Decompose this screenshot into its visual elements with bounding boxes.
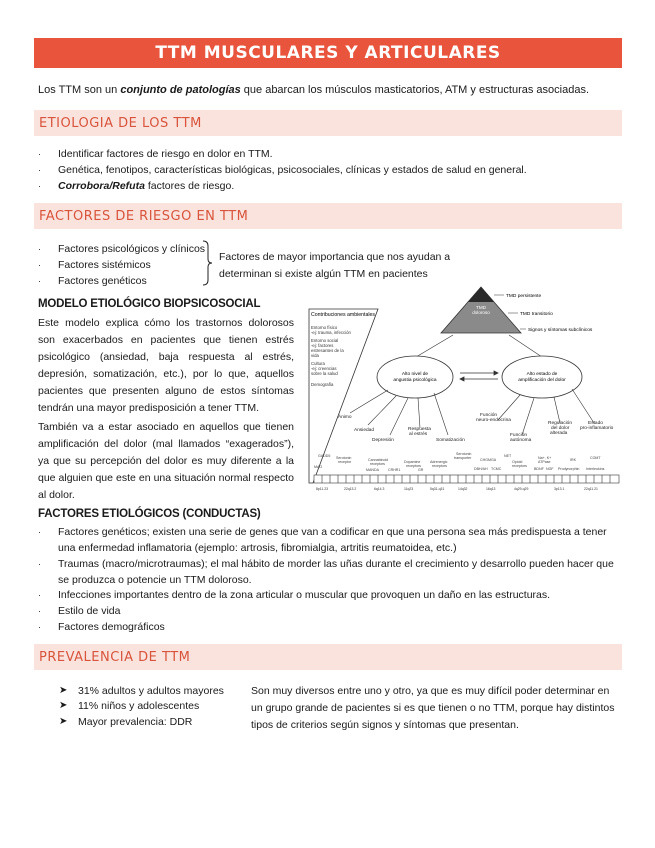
gene-label: receptor (338, 460, 352, 464)
bullet-icon: · (38, 149, 41, 159)
oval-pain-amplification (502, 356, 582, 398)
node-label: Depresión (372, 438, 394, 443)
wedge-line: Cultura (311, 361, 325, 366)
bullet-icon: · (38, 165, 41, 175)
node-label: pro-inflamatorio (580, 426, 614, 431)
wedge-line: sobre la salud (311, 371, 338, 376)
list-item: · Traumas (macro/microtraumas); el mal hábito de morder las uñas durante el crecimiento y desarrollo pueden hacer que se produzca o potencie un TTM doloroso. (38, 558, 614, 586)
gene-label: Cannabinoid (368, 458, 389, 462)
list-item: · Identificar factores de riesgo en dolor en TTM. (38, 148, 273, 160)
pyramid-top (468, 287, 494, 302)
locus-label: 4q29-q29 (514, 487, 529, 491)
locus-label: 8p11.23 (316, 487, 329, 491)
gene-label: TCMC (491, 467, 502, 471)
section-prevalencia-heading: PREVALENCIA DE TTM (34, 644, 622, 670)
list-item: · Corrobora/Refuta factores de riesgo. (38, 180, 235, 192)
modelo-paragraph-1: Este modelo explica cómo los trastornos dolorosos son exacerbados en pacientes que tienen estrés psicológico (ansiedad, baja respuesta al estrés, depresión, somatización, etc.), por lo que, aquellos pacientes que presenten alguno de estos síntomas tendrán una mayor predisposición a tener TTM. (38, 317, 294, 414)
bullet-icon: · (38, 181, 41, 191)
gene-label: Na+, K+ (538, 456, 552, 460)
modelo-heading: MODELO ETIOLÓGICO BIOPSICOSOCIAL (38, 298, 261, 310)
bullet-icon: · (38, 606, 41, 616)
locus-label: 16q13 (486, 487, 496, 491)
bullet-icon: · (38, 244, 41, 254)
list-item: · Infecciones importantes dentro de la zona articular o muscular que provoquen un daño en las estructuras. (38, 589, 551, 601)
gene-label: Opioid (512, 460, 523, 464)
list-item: · Factores sistémicos (38, 259, 151, 271)
wedge-line: -ej: factores (311, 343, 334, 348)
pyramid-level-label: TMD transitorio (520, 312, 553, 317)
node-label: alterada (550, 431, 568, 436)
node-label: Estado (588, 421, 603, 426)
oval-label: Alto nivel de (401, 372, 429, 377)
gene-label: Adrenergic (430, 460, 448, 464)
locus-label: 22q13.2 (344, 487, 357, 491)
gene-label: DBH/AH (474, 467, 488, 471)
gene-label: Interleukins (586, 467, 605, 471)
gene-label: Serotonin (456, 452, 472, 456)
double-arrow-icon (460, 371, 498, 381)
section-etiologia-heading: ETIOLOGIA DE LOS TTM (34, 110, 622, 136)
wedge-line: -ej: creencias (311, 366, 337, 371)
wedge-line: Entorno social (311, 338, 339, 343)
gene-label: GR (418, 468, 424, 472)
node-label: Función (480, 413, 498, 418)
bullet-icon: · (38, 527, 41, 537)
node-label: del dolor (551, 426, 570, 431)
list-item: · Estilo de vida (38, 605, 121, 617)
gene-label: Dopamine (404, 460, 421, 464)
section-riesgo-heading: FACTORES DE RIESGO EN TTM (34, 203, 622, 229)
list-item: · Factores genéticos (38, 275, 147, 287)
oval-psychological (377, 356, 453, 398)
node-label: Regulación (548, 421, 573, 426)
wedge-line: Entorno físico (311, 325, 338, 330)
bullet-icon: · (38, 260, 41, 270)
conductas-heading: FACTORES ETIOLÓGICOS (CONDUCTAS) (38, 508, 261, 520)
gene-label: transporter (454, 456, 472, 460)
node-label: Somatización (436, 438, 465, 443)
modelo-paragraph-2: También va a estar asociado en aquellos que tienen amplificación del dolor (mal llamados “exagerados”), ya que su percepción del dolor es muy diferente a la que alguien que este en una situación normal respecto al dolor. (38, 421, 294, 501)
oval-label: amplificación del dolor (518, 378, 566, 383)
chromosome-strip (314, 475, 619, 483)
gene-label: IRK (570, 458, 576, 462)
gene-label: Prodynorphin (558, 467, 580, 471)
gene-label: Serotonin (336, 456, 352, 460)
wedge-line: estresantes de la (311, 348, 344, 353)
gene-label: ATPase (538, 460, 551, 464)
gene-label: receptors (406, 464, 421, 468)
gene-label: receptors (512, 464, 527, 468)
pyramid-level-label: Signos y síntomas subclínicos (528, 328, 593, 333)
gene-label: BDNF (534, 467, 544, 471)
pyramid-top-label: doloroso (472, 310, 490, 315)
node-label: al estrés (409, 432, 428, 437)
locus-label: 5q31-q31 (430, 487, 445, 491)
node-label: Respuesta (408, 427, 431, 432)
gene-label: COMT (590, 456, 601, 460)
gene-label: MAO (314, 465, 323, 469)
gene-label: CRHR1 (388, 468, 401, 472)
wedge-line: -ej: trauma, infección (311, 330, 351, 335)
gene-label: MANDA (366, 468, 379, 472)
node-label: neuro-endocrina (476, 418, 511, 423)
node-label: Función (510, 433, 528, 438)
pyramid-top-label: TMD (476, 305, 486, 310)
locus-label: 22q11.21 (584, 487, 598, 491)
locus-label: 11q23 (404, 487, 414, 491)
arrow-bullet-icon: ➤ (59, 716, 68, 727)
gene-label: NGF (546, 467, 554, 471)
list-item: ➤ 31% adultos y adultos mayores (59, 685, 224, 697)
wedge-line: vida (311, 353, 319, 358)
bullet-icon: · (38, 622, 41, 632)
node-label: Ánimo (338, 415, 352, 420)
locus-label: 14q32 (458, 487, 468, 491)
gene-label: GADD5 (318, 454, 331, 458)
wedge-title: Contribuciones ambientales (311, 312, 376, 318)
gene-label: receptors (370, 462, 385, 466)
node-label: Ansiedad (354, 428, 375, 433)
page-title: TTM MUSCULARES Y ARTICULARES (34, 38, 622, 68)
locus-label: 3p13.1 (554, 487, 565, 491)
list-item: · Factores demográficos (38, 621, 165, 633)
gene-label: NET (504, 454, 512, 458)
biopsychosocial-model-figure (308, 285, 624, 503)
oval-label: Alto estado de (526, 372, 558, 377)
risk-factors-note: Factores de mayor importancia que nos ayudan a determinan si existe algún TTM en pacientes (219, 251, 451, 280)
bullet-icon: · (38, 559, 41, 569)
list-item: ➤ Mayor prevalencia: DDR (59, 716, 193, 728)
bullet-icon: · (38, 590, 41, 600)
prevalencia-paragraph: Son muy diversos entre uno y otro, ya que es muy difícil poder determinar en un grupo grande de pacientes si es que tienen o no TTM, porque hay distintos tipos de criterios según signos y síntomas que presentan. (251, 685, 615, 731)
pyramid-level-label: TMD persistente (506, 294, 542, 299)
wedge-line: Demografía (311, 382, 334, 387)
intro-text: Los TTM son un conjunto de patologías que abarcan los músculos masticatorios, ATM y estructuras asociadas. (38, 84, 590, 96)
oval-label: angustia psicológica (393, 378, 437, 383)
intro-emphasis: conjunto de patologías (120, 84, 241, 96)
gene-label: CHGMGA (480, 458, 497, 462)
bullet-icon: · (38, 276, 41, 286)
gene-label: receptors (432, 464, 447, 468)
node-label: autónoma (510, 438, 532, 443)
list-item: · Factores genéticos; existen una serie de genes que van a codificar en que una persona sea más predispuesta a tener una enfermedad inflamatoria (ejemplo: artrosis, fibromialgia, artritis reumatoidea, etc.) (38, 526, 607, 554)
locus-label: 6q14.3 (374, 487, 385, 491)
list-item: ➤ 11% niños y adolescentes (59, 700, 200, 712)
list-item: · Genética, fenotipos, características biológicas, psicosociales, clínicas y estados de salud en general. (38, 164, 527, 176)
arrow-bullet-icon: ➤ (59, 700, 68, 711)
arrow-bullet-icon: ➤ (59, 685, 68, 696)
brace-icon (201, 240, 213, 286)
list-item: · Factores psicológicos y clínicos (38, 243, 206, 255)
